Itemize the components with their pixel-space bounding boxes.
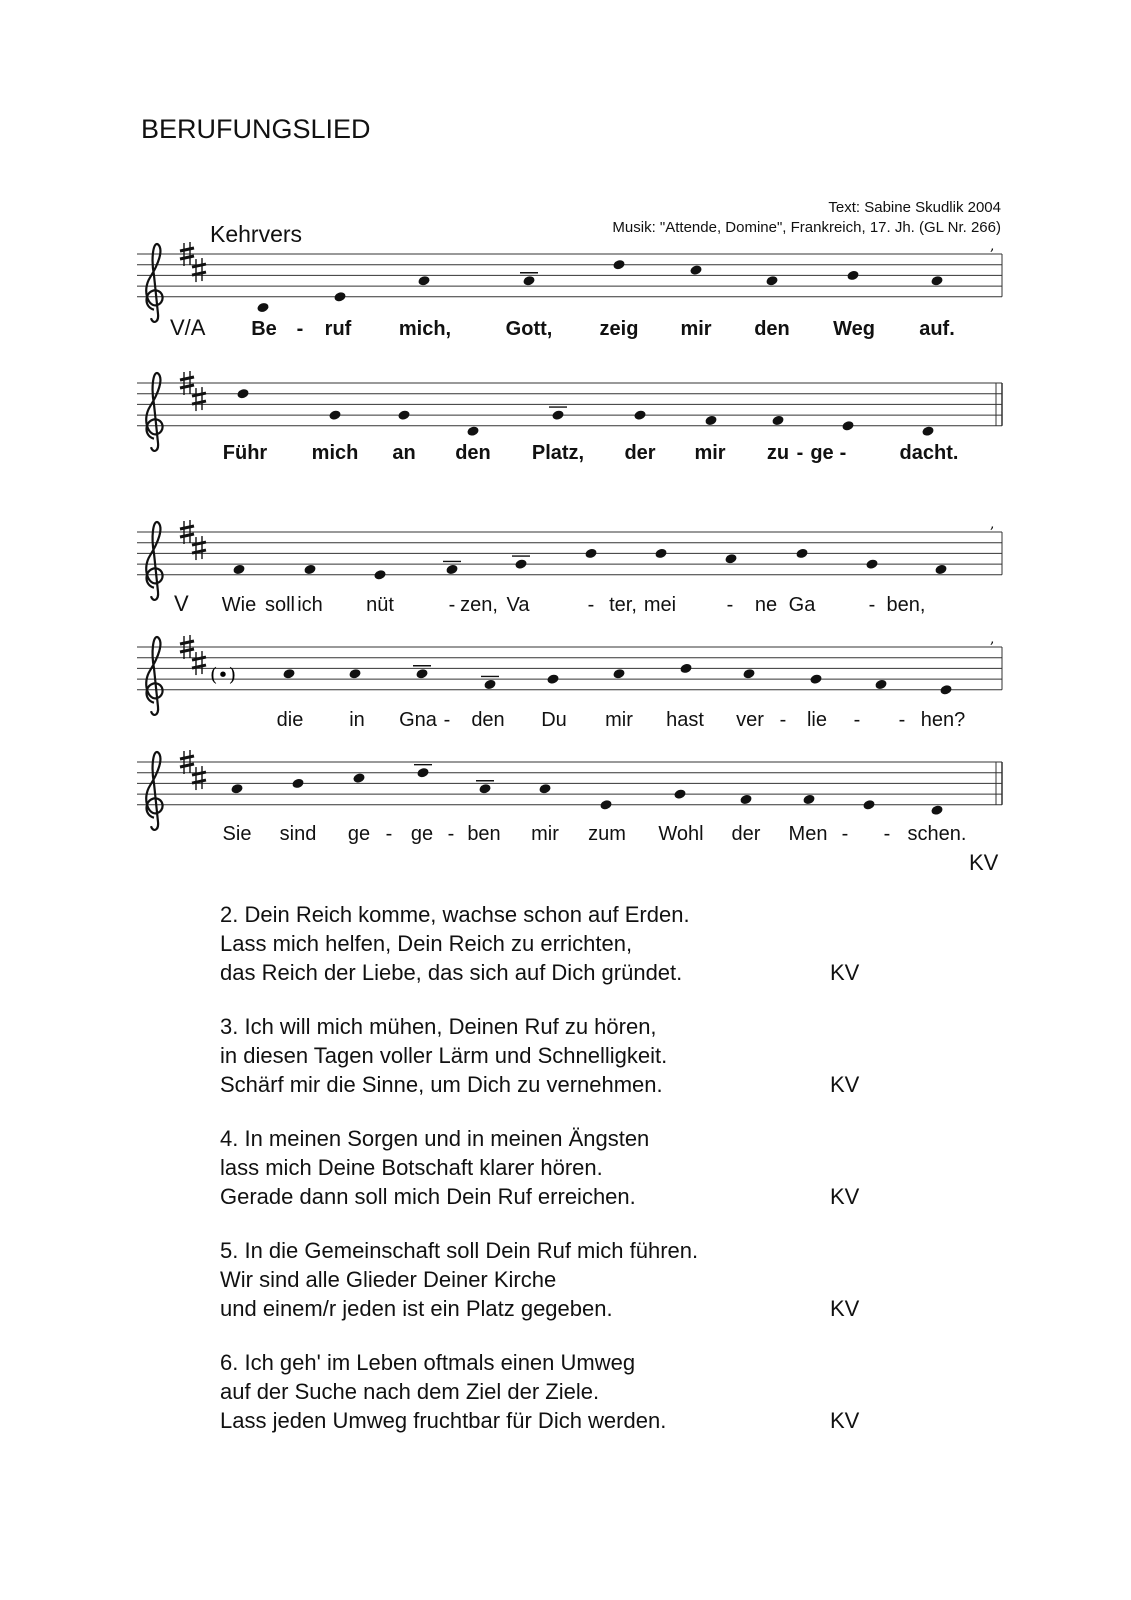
note-head [704,415,717,427]
lyric-syllable: - [853,709,861,731]
lyric-syllable: Gna [399,709,437,731]
kv-marker: KV [830,1296,860,1321]
note-head [930,275,943,287]
note-head [874,679,887,691]
note-head [230,783,243,795]
lyric-syllable: ben, [886,594,926,616]
lyric-syllable: mir [694,442,726,464]
lyric-syllable: die [276,709,304,731]
lyric-syllable: - [796,442,804,464]
note-head [795,548,808,560]
note-head [522,275,535,287]
verse-5 [220,1236,860,1323]
note-head [416,767,429,779]
lyric-syllable: ge [410,823,434,845]
lyric-syllable: den [754,318,790,340]
verse-line: 3. Ich will mich mühen, Deinen Ruf zu hören, [220,1014,657,1039]
lyric-syllable: Wohl [658,823,704,845]
verse-line: Gerade dann soll mich Dein Ruf erreichen. [220,1184,636,1209]
note-head [483,679,496,691]
note-head [865,558,878,570]
verse-line: 4. In meinen Sorgen und in meinen Ängsten [220,1126,650,1151]
lyric-syllable: Führ [222,442,268,464]
staff-system-4 [137,631,1002,715]
treble-clef [146,637,162,715]
note-head [846,270,859,282]
verse-line: das Reich der Liebe, das sich auf Dich gründet. [220,960,683,985]
note-head [236,388,249,400]
lyric-syllable: - [296,318,304,340]
lyric-syllable: den [455,442,491,464]
lyric-syllable: - [726,594,734,616]
lyric-syllable: Va [506,594,530,616]
kv-after-music: KV [969,850,999,875]
note-head [348,668,361,680]
lyric-syllable: - [779,709,787,731]
sharp-c [192,258,206,282]
note-head [633,409,646,421]
note-head [934,564,947,576]
note-head [724,553,737,565]
note-head [538,783,551,795]
lyric-syllable: Ga [788,594,816,616]
lyric-syllable: an [392,442,416,464]
sharp-c [192,387,206,411]
note-head [397,409,410,421]
note-head [673,788,686,800]
note-head [466,425,479,437]
lyric-syllable: mir [531,823,559,845]
lyric-syllable: sind [279,823,317,845]
note-head [551,409,564,421]
verse-line: 6. Ich geh' im Leben oftmals einen Umweg [220,1350,636,1375]
lyric-syllable: - [443,709,451,731]
breath-mark: , [990,238,995,254]
lyric-syllable: - [385,823,393,845]
kehrvers-label: Kehrvers [210,221,303,247]
verse-2 [220,900,860,987]
lyric-syllable: Sie [222,823,252,845]
note-head [303,564,316,576]
lyric-syllable: ruf [324,318,352,340]
note-head [862,799,875,811]
lyric-syllable: ge [810,442,834,464]
lyric-syllable: - [883,823,891,845]
lyric-syllable: - [841,823,849,845]
lyric-syllable: nüt [366,594,394,616]
lyric-syllable: auf. [919,318,955,340]
lyric-syllable: ich [297,594,323,616]
sharp-c [192,766,206,790]
note-head [921,425,934,437]
lyric-syllable: Gott, [505,318,553,340]
note-head [841,420,854,432]
lyric-syllable: dacht. [899,442,959,464]
note-head [256,302,269,314]
note-head [802,794,815,806]
verse-line: 5. In die Gemeinschaft soll Dein Ruf mich führen. [220,1238,699,1263]
note-head [654,548,667,560]
note-head [417,275,430,287]
note-head [328,409,341,421]
lyric-syllable: der [731,823,761,845]
staff-system-1 [137,238,1002,322]
verse-line: 2. Dein Reich komme, wachse schon auf Erden. [220,902,690,927]
lyric-syllable: ter, [609,594,637,616]
lyric-syllable: ne [754,594,778,616]
lyric-syllable: - [839,442,847,464]
lyric-syllable: - [448,594,456,616]
note-head [679,663,692,675]
note-head [373,569,386,581]
lyric-syllable: lie [806,709,828,731]
note-head [546,673,559,685]
verse-line: Lass jeden Umweg fruchtbar für Dich werden. [220,1408,667,1433]
lyric-syllable: zeig [599,318,639,340]
text-credit: Text: Sabine Skudlik 2004 [828,199,1001,216]
note-head [514,558,527,570]
note-head [599,799,612,811]
note-head [415,668,428,680]
lyric-syllable: hen? [920,709,966,731]
staff-system-3 [137,516,1002,600]
verse-4 [220,1124,860,1211]
staff-system-2 [137,371,1002,451]
music-credit: Musik: "Attende, Domine", Frankreich, 17. Jh. (GL Nr. 266) [612,219,1001,236]
lyric-syllable: schen. [907,823,967,845]
note-head [282,668,295,680]
note-head [445,564,458,576]
note-head [809,673,822,685]
lyric-syllable: mich, [398,318,452,340]
lyric-syllable: Du [541,709,567,731]
note-head [291,778,304,790]
lyric-syllable: den [471,709,505,731]
lyric-syllable: - [898,709,906,731]
lyric-syllable: ver [736,709,764,731]
treble-clef [146,373,162,451]
breath-mark: , [990,631,995,647]
note-head [739,794,752,806]
verse-line: in diesen Tagen voller Lärm und Schnelligkeit. [220,1043,668,1068]
note-head [333,291,346,303]
lyric-syllable: mei [643,594,677,616]
song-title: BERUFUNGSLIED [141,114,371,144]
lyric-syllable: - [587,594,595,616]
verse-6 [220,1348,860,1435]
treble-clef [146,522,162,600]
lyric-syllable: Weg [833,318,875,340]
v-marker: V [174,591,189,616]
lyric-syllable: mich [311,442,359,464]
lyric-syllable: - [447,823,455,845]
lyric-syllable: Wie [221,594,257,616]
treble-clef [146,752,162,830]
verse-line: lass mich Deine Botschaft klarer hören. [220,1155,603,1180]
verse-line: Schärf mir die Sinne, um Dich zu vernehmen. [220,1072,663,1097]
staff-system-5 [137,750,1002,830]
verse-3 [220,1012,860,1099]
kv-marker: KV [830,1072,860,1097]
lyric-syllable: mir [680,318,712,340]
lyric-syllable: hast [666,709,704,731]
verse-line: auf der Suche nach dem Ziel der Ziele. [220,1379,600,1404]
note-head [771,415,784,427]
lyric-syllable: ben [467,823,501,845]
lyric-syllable: der [624,442,656,464]
lyric-syllable: - [868,594,876,616]
lyric-syllable: in [349,709,365,731]
verse-line: Lass mich helfen, Dein Reich zu errichten, [220,931,633,956]
lyric-syllable: ge [347,823,371,845]
parenthesized-note: (•) [210,663,237,686]
kv-marker: KV [830,960,860,985]
lyric-syllable: Be [251,318,277,340]
note-head [612,668,625,680]
sharp-c [192,651,206,675]
va-marker: V/A [170,315,206,340]
lyric-syllable: Men [788,823,828,845]
note-head [352,772,365,784]
lyric-syllable: zen, [460,594,498,616]
note-head [765,275,778,287]
note-head [612,259,625,271]
note-head [689,264,702,276]
note-head [930,804,943,816]
note-head [584,548,597,560]
lyric-syllable: soll [264,594,296,616]
note-head [478,783,491,795]
lyric-syllable: zum [588,823,626,845]
sharp-c [192,536,206,560]
verse-line: Wir sind alle Glieder Deiner Kirche [220,1267,557,1292]
kv-marker: KV [830,1184,860,1209]
lyric-syllable: mir [605,709,633,731]
note-head [939,684,952,696]
treble-clef [146,244,162,322]
breath-mark: , [990,516,995,532]
lyric-syllable: Platz, [531,442,585,464]
kv-marker: KV [830,1408,860,1433]
lyric-syllable: zu [766,442,790,464]
note-head [232,564,245,576]
note-head [742,668,755,680]
verse-line: und einem/r jeden ist ein Platz gegeben. [220,1296,613,1321]
